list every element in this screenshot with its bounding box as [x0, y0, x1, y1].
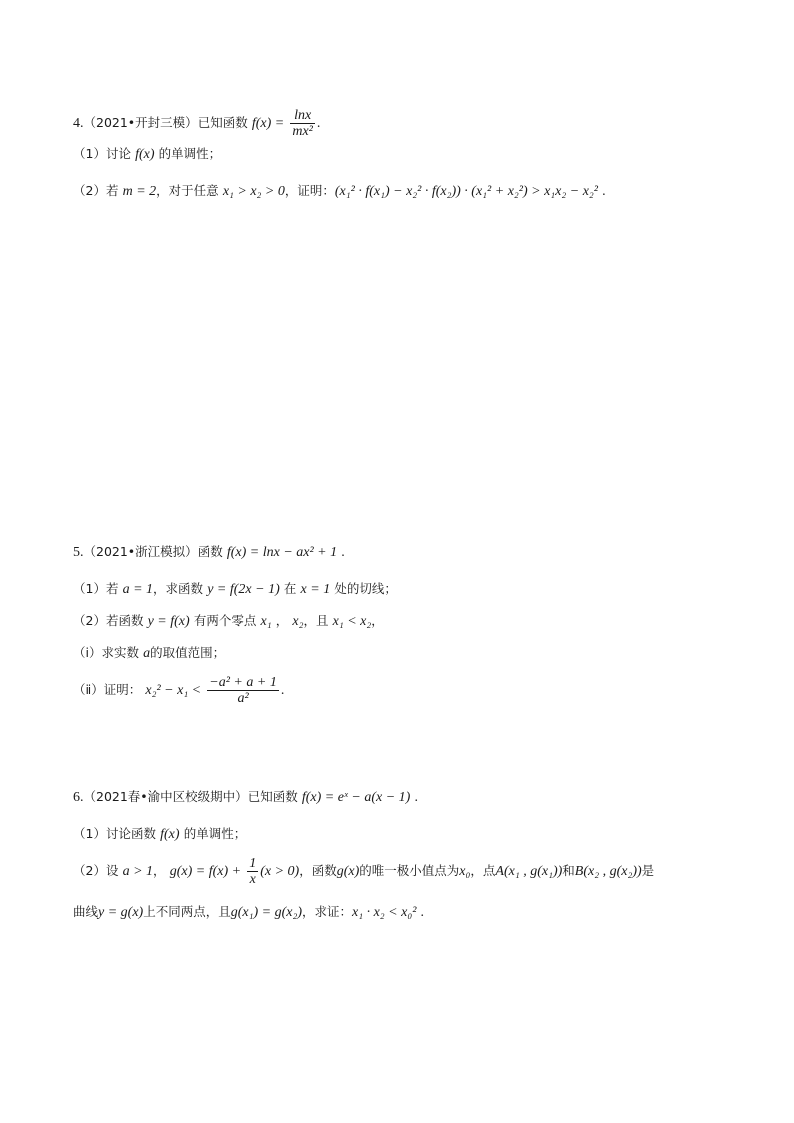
problem-6-header: 6.（2021春•渝中区校级期中）已知函数 f(x) = eˣ − a(x − 1) . — [73, 789, 418, 805]
function-lhs: f(x) = — [251, 116, 285, 131]
fraction-numerator: 1 — [249, 856, 257, 871]
math-fraction — [207, 675, 279, 706]
fraction-denominator: mx² — [292, 124, 313, 139]
sentence-end: . — [316, 116, 321, 131]
sentence-end: ， — [371, 613, 384, 628]
sentence-end: . — [341, 545, 345, 560]
math-expr: y = f(2x − 1) — [207, 582, 280, 597]
part-label: （ⅰ）求实数 — [73, 645, 139, 660]
problem-source: （2021•浙江模拟） — [83, 544, 198, 559]
part-label: （2）若 — [73, 183, 119, 198]
part-text: 的单调性； — [158, 146, 222, 161]
math-expr: g(x) — [336, 864, 360, 879]
sentence-end: . — [602, 184, 606, 199]
math-expr: A(x₁ , g(x₁)) — [495, 864, 563, 879]
part-label: （1）讨论 — [73, 146, 131, 161]
part-text: 在 — [283, 581, 297, 596]
math-expr: x₂² − x₁ < — [145, 683, 202, 698]
sentence-end: . — [280, 683, 285, 698]
problem-5-part-2 — [73, 612, 384, 631]
part-text: 和 — [562, 863, 575, 878]
problem-source: （2021春•渝中区校级期中） — [83, 789, 248, 804]
problem-5-sub-1 — [73, 644, 225, 663]
problem-intro: 函数 — [197, 544, 223, 559]
part-label: （2）设 — [73, 863, 119, 878]
part-text: ，对于任意 — [156, 183, 219, 198]
fraction-denominator: x — [249, 872, 256, 887]
problem-6-part-1 — [73, 825, 246, 844]
part-text: 的取值范围； — [150, 645, 226, 660]
problem-intro: 已知函数 — [197, 115, 248, 130]
fraction-numerator: lnx — [290, 108, 315, 124]
math-expr: x₁ > x₂ > 0 — [222, 184, 285, 199]
math-expr: x = 1 — [300, 582, 331, 597]
part-text: ，点 — [470, 863, 496, 878]
part-text: 有两个零点 — [193, 613, 257, 628]
math-expr: x₀ — [459, 864, 471, 879]
function-def: f(x) = eˣ − a(x − 1) — [301, 790, 411, 805]
math-expr: a — [143, 646, 151, 661]
problem-5-header: 5.（2021•浙江模拟）函数 f(x) = lnx − ax² + 1 . — [73, 544, 345, 560]
math-fraction — [247, 856, 258, 887]
problem-6-part-2-continued — [73, 903, 424, 922]
part-text: 曲线 — [73, 904, 99, 919]
part-text: 上不同两点，且 — [143, 904, 231, 919]
part-label: （2）若函数 — [73, 613, 144, 628]
math-expr: B(x₂ , g(x₂)) — [574, 864, 642, 879]
problem-5-sub-2 — [73, 675, 284, 706]
problem-4-header: 4.（2021•开封三模）已知函数 f(x) = $\frac{\ln x}{\text{mx²}}$ . — [73, 108, 321, 139]
separator: ， — [275, 613, 289, 628]
math-expr: x₁ < x₂ — [332, 614, 372, 629]
problem-6-part-2 — [73, 856, 654, 887]
problem-number: 4 — [73, 116, 80, 131]
problem-4-part-1 — [73, 145, 221, 164]
fraction-denominator: a² — [237, 691, 249, 706]
part-text: ，求证： — [302, 904, 353, 919]
math-expr: m = 2 — [122, 184, 157, 199]
sentence-end: . — [420, 905, 425, 920]
math-expr: x₁ — [260, 614, 272, 629]
problem-4-part-2 — [73, 182, 606, 201]
part-label: （1）若 — [73, 581, 119, 596]
problem-number: 5 — [73, 545, 80, 560]
math-expr: a = 1 — [122, 582, 154, 597]
part-label: （ⅱ）证明： — [73, 682, 142, 697]
math-expr: g(x) = f(x) + — [169, 864, 242, 879]
math-expr: (x > 0) — [260, 864, 300, 879]
math-expr: g(x₁) = g(x₂) — [230, 905, 302, 920]
math-inequality: (x₁² · f(x₁) − x₂² · f(x₂)) · (x₁² + x₂²) > x₁x₂ − x₂² — [334, 184, 598, 199]
sentence-end: . — [414, 790, 418, 805]
part-text: 处的切线； — [334, 581, 397, 596]
math-expr: f(x) — [160, 827, 180, 842]
problem-5-part-1 — [73, 580, 397, 599]
part-text: ，函数 — [299, 863, 337, 878]
fraction-numerator: −a² + a + 1 — [209, 675, 277, 690]
problem-number: 6 — [73, 790, 80, 805]
math-expr: y = f(x) — [147, 614, 190, 629]
part-text: ，证明： — [284, 183, 335, 198]
part-text: 的唯一极小值点为 — [359, 863, 460, 878]
part-text: 的单调性； — [183, 826, 247, 841]
math-inequality: x₁ · x₂ < x₀² — [352, 905, 417, 920]
math-expr: f(x) — [135, 147, 155, 162]
function-def: f(x) = lnx − ax² + 1 — [226, 545, 338, 560]
math-expr: y = g(x) — [98, 905, 144, 920]
math-expr: a > 1 — [122, 864, 154, 879]
part-text: ，求函数 — [153, 581, 204, 596]
problem-source: （2021•开封三模） — [83, 115, 198, 130]
part-text: ，且 — [303, 613, 329, 628]
part-label: （1）讨论函数 — [73, 826, 156, 841]
problem-intro: 已知函数 — [247, 789, 298, 804]
separator: ， — [153, 863, 166, 878]
math-expr: x₂ — [292, 614, 304, 629]
part-text: 是 — [641, 863, 655, 878]
function-fraction — [290, 108, 315, 139]
